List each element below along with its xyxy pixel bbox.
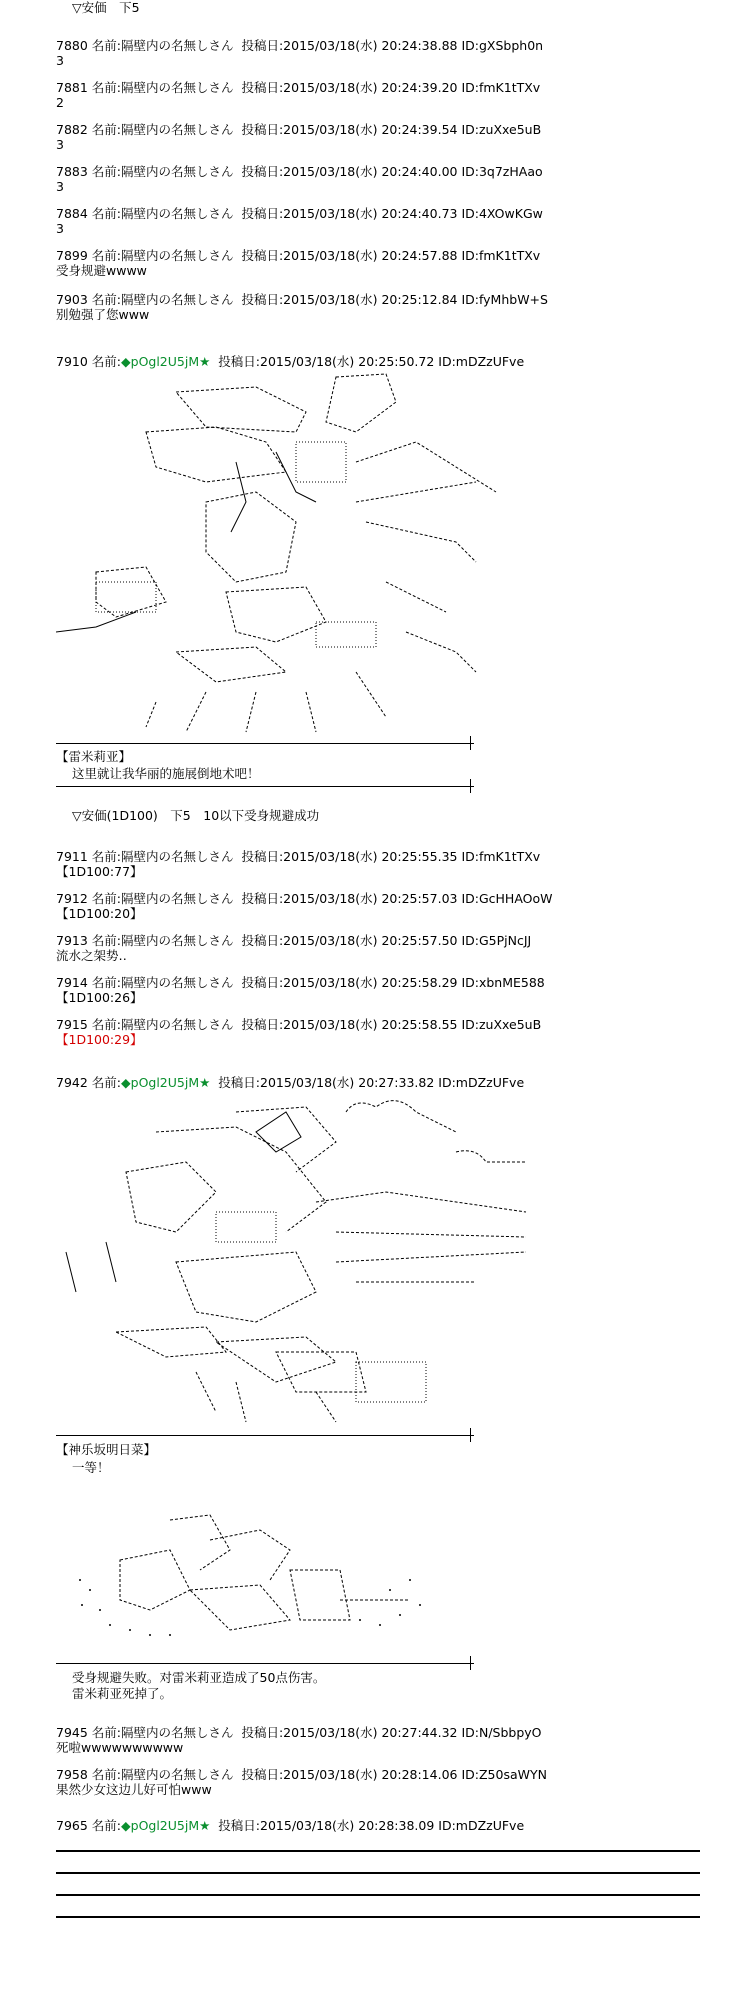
result-damage: 受身规避失败。对雷米莉亚造成了50点伤害。	[72, 1670, 326, 1685]
speech-rule-bottom-2	[56, 1663, 474, 1664]
speaker-remilia: 【雷米莉亚】	[56, 749, 132, 764]
post-7913-header: 7913 名前:隔壁内の名無しさん 投稿日:2015/03/18(水) 20:25:57.50 ID:G5PjNcJJ	[56, 933, 532, 948]
post-7882-header: 7882 名前:隔壁内の名無しさん 投稿日:2015/03/18(水) 20:24:39.54 ID:zuXxe5uB	[56, 122, 542, 137]
ascii-art-impact	[60, 1510, 440, 1650]
horizontal-rule-2	[56, 1872, 700, 1874]
post-7945-body: 死啦wwwwwwwwww	[56, 1740, 184, 1755]
post-7903-body: 别勉强了您www	[56, 307, 150, 322]
post-7911-header: 7911 名前:隔壁内の名無しさん 投稿日:2015/03/18(水) 20:25:55.35 ID:fmK1tTXv	[56, 849, 541, 864]
speech-remilia: 这里就让我华丽的施展倒地术吧！	[72, 766, 260, 781]
post-7912-header: 7912 名前:隔壁内の名無しさん 投稿日:2015/03/18(水) 20:25:57.03 ID:GcHHAOoW	[56, 891, 553, 906]
post-7881-header: 7881 名前:隔壁内の名無しさん 投稿日:2015/03/18(水) 20:24:39.20 ID:fmK1tTXv	[56, 80, 541, 95]
horizontal-rule-3	[56, 1894, 700, 1896]
speech-rule-tick-4	[470, 1656, 471, 1670]
post-7914-header: 7914 名前:隔壁内の名無しさん 投稿日:2015/03/18(水) 20:25:58.29 ID:xbnME588	[56, 975, 545, 990]
result-death: 雷米莉亚死掉了。	[72, 1686, 173, 1701]
post-7942-header: 7942 名前:◆pOgl2U5jM★ 投稿日:2015/03/18(水) 20:27:33.82 ID:mDZzUFve	[56, 1075, 525, 1090]
post-7915-header: 7915 名前:隔壁内の名無しさん 投稿日:2015/03/18(水) 20:25:58.55 ID:zuXxe5uB	[56, 1017, 542, 1032]
horizontal-rule-4	[56, 1916, 700, 1918]
post-7899-body: 受身规避wwww	[56, 263, 147, 278]
post-7880-body: 3	[56, 53, 64, 68]
post-7945-header: 7945 名前:隔壁内の名無しさん 投稿日:2015/03/18(水) 20:27:44.32 ID:N/SbbpyO	[56, 1725, 542, 1740]
post-7910-header: 7910 名前:◆pOgl2U5jM★ 投稿日:2015/03/18(水) 20:25:50.72 ID:mDZzUFve	[56, 354, 525, 369]
post-7884-body: 3	[56, 221, 64, 236]
speaker-asuna: 【神乐坂明日菜】	[56, 1442, 157, 1457]
post-7883-body: 3	[56, 179, 64, 194]
post-7884-header: 7884 名前:隔壁内の名無しさん 投稿日:2015/03/18(水) 20:24:40.73 ID:4XOwKGw	[56, 206, 543, 221]
post-7914-body: 【1D100:26】	[56, 990, 143, 1005]
speech-rule-top-2	[56, 1435, 474, 1436]
post-7958-header: 7958 名前:隔壁内の名無しさん 投稿日:2015/03/18(水) 20:28:14.06 ID:Z50saWYN	[56, 1767, 547, 1782]
speech-rule-tick-2	[470, 779, 471, 793]
speech-asuna: 一等！	[72, 1460, 110, 1475]
post-7915-body: 【1D100:29】	[56, 1032, 143, 1047]
horizontal-rule-1	[56, 1850, 700, 1852]
anka-prompt-top: ▽安価 下5	[72, 0, 140, 15]
speech-rule-tick-1	[470, 736, 471, 750]
post-7880-header: 7880 名前:隔壁内の名無しさん 投稿日:2015/03/18(水) 20:24:38.88 ID:gXSbph0n	[56, 38, 544, 53]
post-7958-body: 果然少女这边儿好可怕www	[56, 1782, 212, 1797]
post-7911-body: 【1D100:77】	[56, 864, 143, 879]
post-7912-body: 【1D100:20】	[56, 906, 143, 921]
post-7881-body: 2	[56, 95, 64, 110]
ascii-art-asuna-attack	[56, 1092, 536, 1432]
speech-rule-top-1	[56, 743, 474, 744]
speech-rule-tick-3	[470, 1428, 471, 1442]
post-7883-header: 7883 名前:隔壁内の名無しさん 投稿日:2015/03/18(水) 20:24:40.00 ID:3q7zHAao	[56, 164, 543, 179]
anka-prompt: ▽安価(1D100) 下5 10以下受身规避成功	[72, 808, 320, 823]
post-7882-body: 3	[56, 137, 64, 152]
post-7965-header: 7965 名前:◆pOgl2U5jM★ 投稿日:2015/03/18(水) 20:28:38.09 ID:mDZzUFve	[56, 1818, 525, 1833]
speech-rule-bottom-1	[56, 786, 474, 787]
post-7913-body: 流水之架势‥	[56, 948, 127, 963]
post-7899-header: 7899 名前:隔壁内の名無しさん 投稿日:2015/03/18(水) 20:24:57.88 ID:fmK1tTXv	[56, 248, 541, 263]
ascii-art-remilia	[56, 372, 526, 742]
post-7903-header: 7903 名前:隔壁内の名無しさん 投稿日:2015/03/18(水) 20:25:12.84 ID:fyMhbW+S	[56, 292, 548, 307]
